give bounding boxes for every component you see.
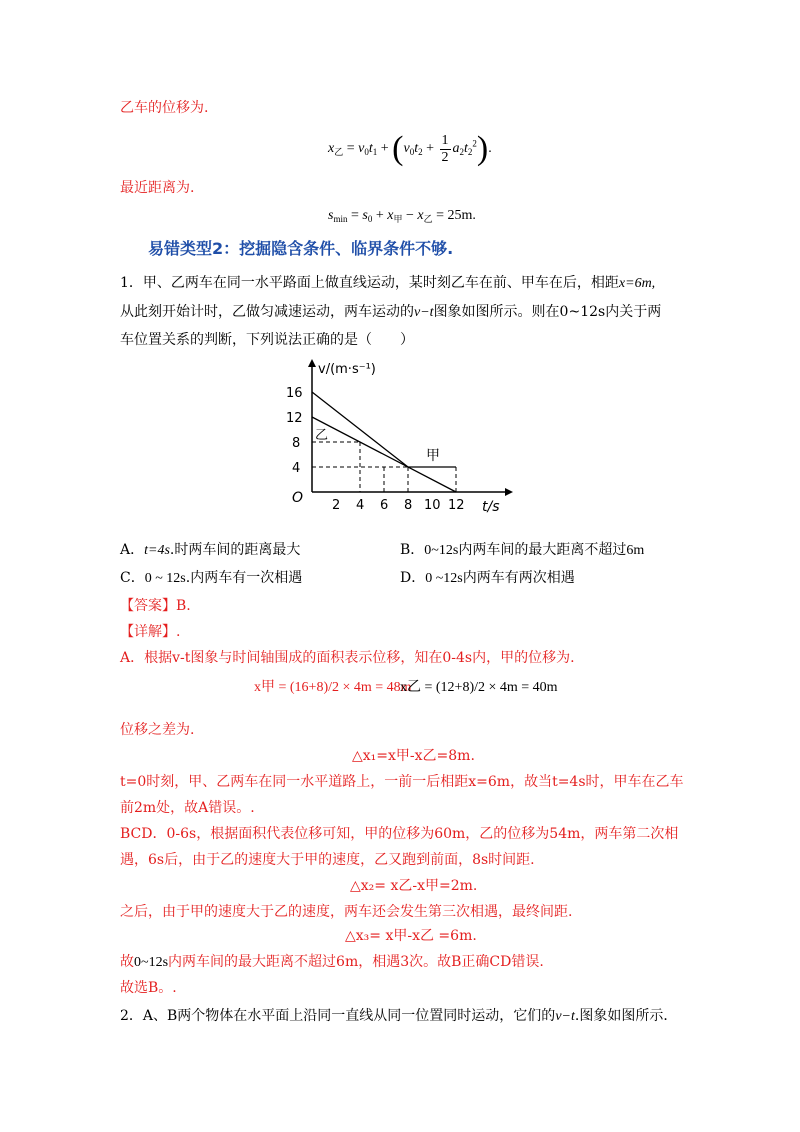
option-a[interactable]: A．t=4s.时两车间的距离最大 [120, 542, 301, 558]
bcd-line1: BCD．0-6s，根据面积代表位移可知，甲的位移为60m，乙的位移为54m，两车第二次相 [120, 826, 679, 842]
vt-graph [280, 355, 520, 530]
question1-line3: 车位置关系的判断，下列说法正确的是（ ） [120, 332, 414, 348]
question1-line2: 从此刻开始计时，乙做匀减速运动，两车运动的v−t图象如图所示。则在0~12s内关于两 [120, 304, 662, 320]
conclusion-line: 故0~12s内两车间的最大距离不超过6m，相遇3次。故B正确CD错误. [120, 954, 544, 970]
t0-line1: t=0时刻，甲、乙两车在同一水平道路上，一前一后相距x=6m，故当t=4s时，甲车在乙车 [120, 774, 684, 790]
xtick-2: 2 [332, 498, 341, 513]
t0-line2: 前2m处，故A错误。. [120, 800, 255, 816]
diff-label: 位移之差为. [120, 722, 195, 738]
y-axis-label: v/(m·s⁻¹) [318, 362, 376, 377]
equation-jia-displacement: x甲 = (16+8)/2 × 4m = 48m [254, 680, 412, 695]
section-heading: 易错类型2：挖掘隐含条件、临界条件不够. [148, 239, 454, 258]
equation-min-distance: $s_{min} = s_0 + x_甲 - x_乙 = 25m$. [328, 208, 476, 224]
delta-x3: △x₃= x甲-x乙 =6m. [345, 928, 477, 944]
xtick-10: 10 [424, 498, 441, 513]
question2-line: 2．A、B两个物体在水平面上沿同一直线从同一位置同时运动，它们的v−t.图象如图所示． [120, 1008, 678, 1024]
label-displacement-yi: 乙车的位移为. [120, 100, 209, 116]
xtick-8: 8 [404, 498, 413, 513]
choose-line: 故选B。. [120, 980, 177, 996]
y-axis-arrow [308, 359, 316, 367]
xtick-4: 4 [356, 498, 365, 513]
answer-a-line: A．根据v-t图象与时间轴围成的面积表示位移，知在0-4s内，甲的位移为. [120, 650, 575, 666]
ytick-8: 8 [292, 436, 301, 451]
xtick-12: 12 [448, 498, 465, 513]
bcd-line2: 遇，6s后，由于乙的速度大于甲的速度，乙又跑到前面，8s时间距. [120, 852, 535, 868]
after-line: 之后，由于甲的速度大于乙的速度，两车还会发生第三次相遇，最终间距. [120, 904, 573, 920]
equation-displacement-yi: $x_乙 = v_0t_1 + (v_0t_2$ + $\frac{1}{2}$ $a_2t_2^2$). [328, 130, 492, 167]
label-min-distance: 最近距离为. [120, 180, 195, 196]
option-b[interactable]: B．0~12s内两车间的最大距离不超过6m [400, 542, 645, 558]
ytick-16: 16 [286, 386, 303, 401]
answer-label: 【答案】B. [120, 598, 191, 614]
origin-label: O [292, 490, 304, 506]
x-axis-label: t/s [482, 499, 500, 515]
question1-line1: 1．甲、乙两车在同一水平路面上做直线运动，某时刻乙车在前、甲车在后，相距x=6m, [120, 275, 656, 291]
ytick-4: 4 [292, 461, 301, 476]
label-jia: 甲 [426, 448, 440, 464]
xtick-6: 6 [380, 498, 389, 513]
ytick-12: 12 [286, 411, 303, 426]
delta-x2: △x₂= x乙-x甲=2m. [350, 878, 478, 894]
option-c[interactable]: C．0 ~ 12s.内两车有一次相遇 [120, 570, 303, 586]
option-d[interactable]: D．0 ~12s内两车有两次相遇 [400, 570, 575, 586]
label-yi: 乙 [315, 428, 329, 443]
detail-label: 【详解】. [120, 624, 181, 640]
delta-x1: △x₁=x甲-x乙=8m. [352, 748, 475, 764]
equation-yi-displacement: x乙 = (12+8)/2 × 4m = 40m [400, 680, 558, 695]
x-axis-arrow [505, 488, 513, 496]
